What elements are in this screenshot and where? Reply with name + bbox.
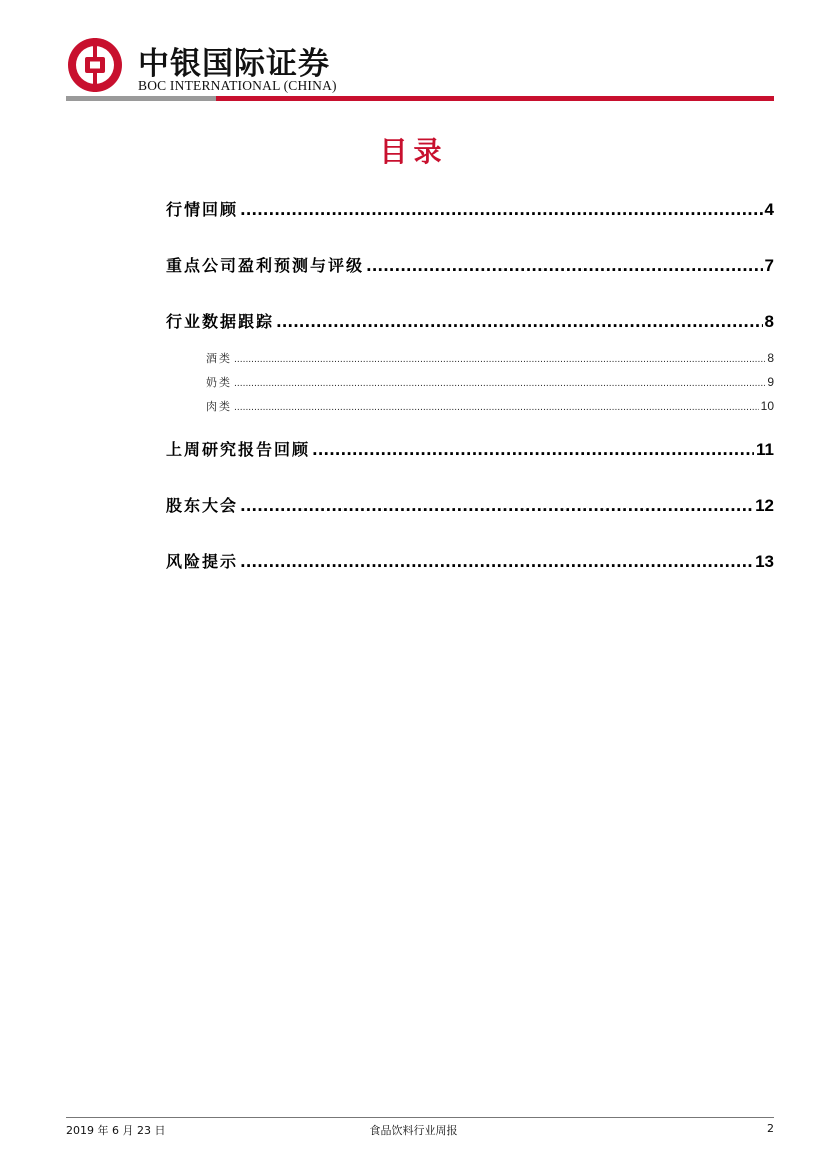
toc-entry-page: 8	[764, 312, 774, 331]
toc-leader-dots	[366, 257, 763, 275]
toc-title: 目录	[379, 135, 448, 168]
header-rule-red	[216, 96, 774, 101]
toc-leader-dots	[276, 313, 763, 331]
toc-entry-page: 10	[760, 399, 774, 413]
toc-entry-page: 13	[755, 552, 774, 571]
toc-entry-label: 风险提示	[166, 552, 239, 571]
toc-leader-dots	[234, 355, 765, 365]
boc-logo-icon	[66, 36, 124, 94]
toc-entry[interactable]	[166, 253, 774, 276]
toc-entry-label: 行情回顾	[166, 200, 239, 219]
toc-leader-dots	[240, 553, 753, 571]
toc-leader-dots	[234, 403, 759, 413]
toc-subentry[interactable]	[206, 350, 774, 366]
toc-entry[interactable]	[166, 197, 774, 220]
toc-entry[interactable]	[166, 493, 774, 516]
toc-entry-page: 4	[764, 200, 774, 219]
header-rule-grey	[66, 96, 216, 101]
toc-entry-page: 12	[755, 496, 774, 515]
brand-name-en: BOC INTERNATIONAL (CHINA)	[138, 78, 337, 93]
toc-entry-page: 8	[767, 351, 774, 365]
toc-entry[interactable]	[166, 309, 774, 332]
footer-page-number: 2	[767, 1122, 774, 1135]
toc-entry-label: 重点公司盈利预测与评级	[166, 256, 365, 275]
toc-entry-page: 9	[767, 375, 774, 389]
toc-subentry[interactable]	[206, 398, 774, 414]
footer-date: 2019 年 6 月 23 日	[66, 1124, 166, 1137]
page-header	[66, 36, 774, 102]
toc-entry-label: 行业数据跟踪	[166, 312, 275, 331]
toc-entry-label: 奶类	[206, 376, 232, 389]
footer-rule	[66, 1117, 774, 1118]
toc-entry-label: 肉类	[206, 400, 232, 413]
toc-leader-dots	[234, 379, 765, 389]
toc-entry-page: 11	[756, 440, 774, 459]
toc-entry-label: 股东大会	[166, 496, 239, 515]
brand-name-cn: 中银国际证券	[138, 46, 330, 82]
toc-entry[interactable]	[166, 437, 774, 460]
toc-entry[interactable]	[166, 549, 774, 572]
toc-entry-label: 酒类	[206, 352, 232, 365]
footer-report-name: 食品饮料行业周报	[369, 1124, 458, 1137]
toc-entry-page: 7	[764, 256, 774, 275]
toc-subentry[interactable]	[206, 374, 774, 390]
toc-leader-dots	[312, 441, 754, 459]
toc-leader-dots	[240, 201, 763, 219]
toc-entry-label: 上周研究报告回顾	[166, 440, 311, 459]
toc-leader-dots	[240, 497, 753, 515]
